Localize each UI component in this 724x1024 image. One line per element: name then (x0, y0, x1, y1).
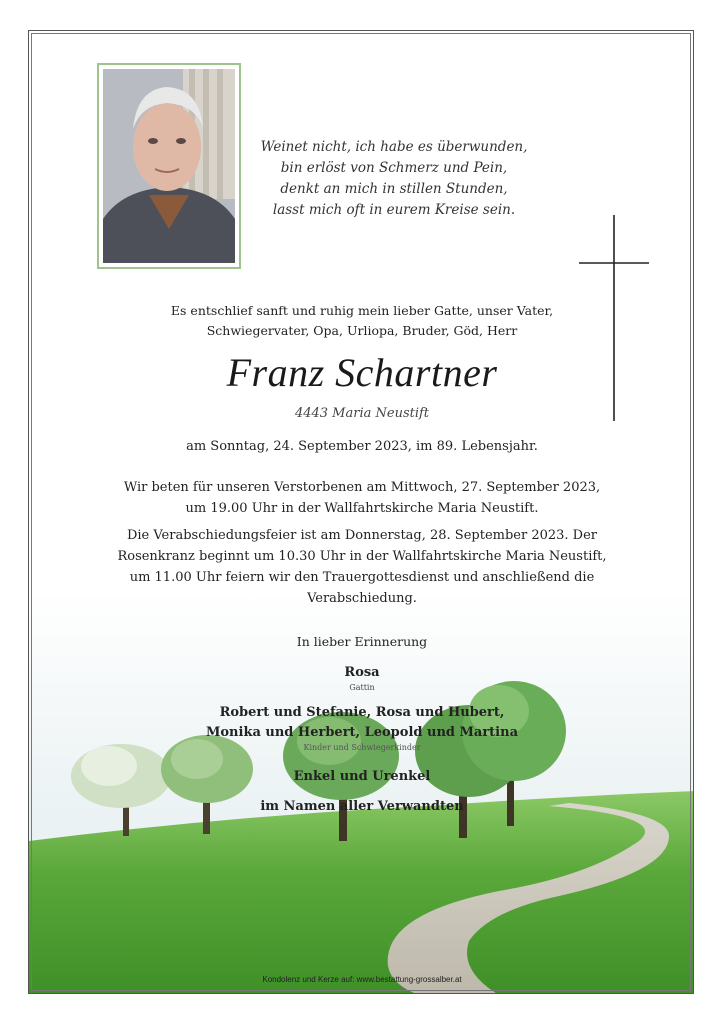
relatives: im Namen aller Verwandten (260, 799, 464, 814)
children-names (29, 703, 694, 743)
portrait-photo (97, 63, 241, 269)
ceremony-line: Rosenkranz beginnt um 10.30 Uhr in der Wallfahrtskirche Maria Neustift, (117, 549, 607, 564)
intro-line: Schwiegervater, Opa, Urliopa, Bruder, Göd, Herr (206, 323, 518, 338)
residence-place: 4443 Maria Neustift (294, 406, 430, 421)
poem-line: denkt an mich in stillen Stunden, (280, 181, 508, 197)
poem-line: lasst mich oft in eurem Kreise sein. (272, 202, 516, 218)
prayer-line: um 19.00 Uhr in der Wallfahrtskirche Maria Neustift. (185, 501, 539, 516)
ceremony-line: um 11.00 Uhr feiern wir den Trauergottesdienst und anschließend die (129, 570, 595, 585)
grandchildren: Enkel und Urenkel (293, 769, 431, 784)
children-line: Monika und Herbert, Leopold und Martina (206, 725, 518, 740)
ceremony-line: Die Verabschiedungsfeier ist am Donnerstag, 28. September 2023. Der (126, 528, 598, 543)
memory-heading: In lieber Erinnerung (296, 634, 428, 649)
intro-line: Es entschlief sanft und ruhig mein lieber Gatte, unser Vater, (170, 303, 554, 318)
ceremony-notice (29, 525, 694, 609)
poem (229, 137, 559, 221)
death-date: am Sonntag, 24. September 2023, im 89. Lebensjahr. (186, 439, 538, 454)
intro-text (29, 301, 694, 341)
deceased-name: Franz Schartner (226, 350, 498, 395)
condolence-link[interactable]: Kondolenz und Kerze auf: www.bestattung-grossalber.at (262, 975, 462, 984)
portrait-image (103, 69, 235, 263)
poem-line: Weinet nicht, ich habe es überwunden, (260, 139, 528, 155)
spouse-role: Gattin (349, 683, 375, 692)
children-line: Robert und Stefanie, Rosa und Hubert, (219, 705, 505, 720)
landscape-scene (29, 591, 694, 994)
ceremony-line: Verabschiedung. (307, 591, 417, 606)
poem-line: bin erlöst von Schmerz und Pein, (280, 160, 508, 176)
prayer-notice (29, 477, 694, 519)
children-role: Kinder und Schwiegerkinder (303, 743, 421, 752)
obituary-frame (28, 30, 694, 994)
spouse-name: Rosa (344, 665, 380, 680)
prayer-line: Wir beten für unseren Verstorbenen am Mittwoch, 27. September 2023, (123, 480, 601, 495)
